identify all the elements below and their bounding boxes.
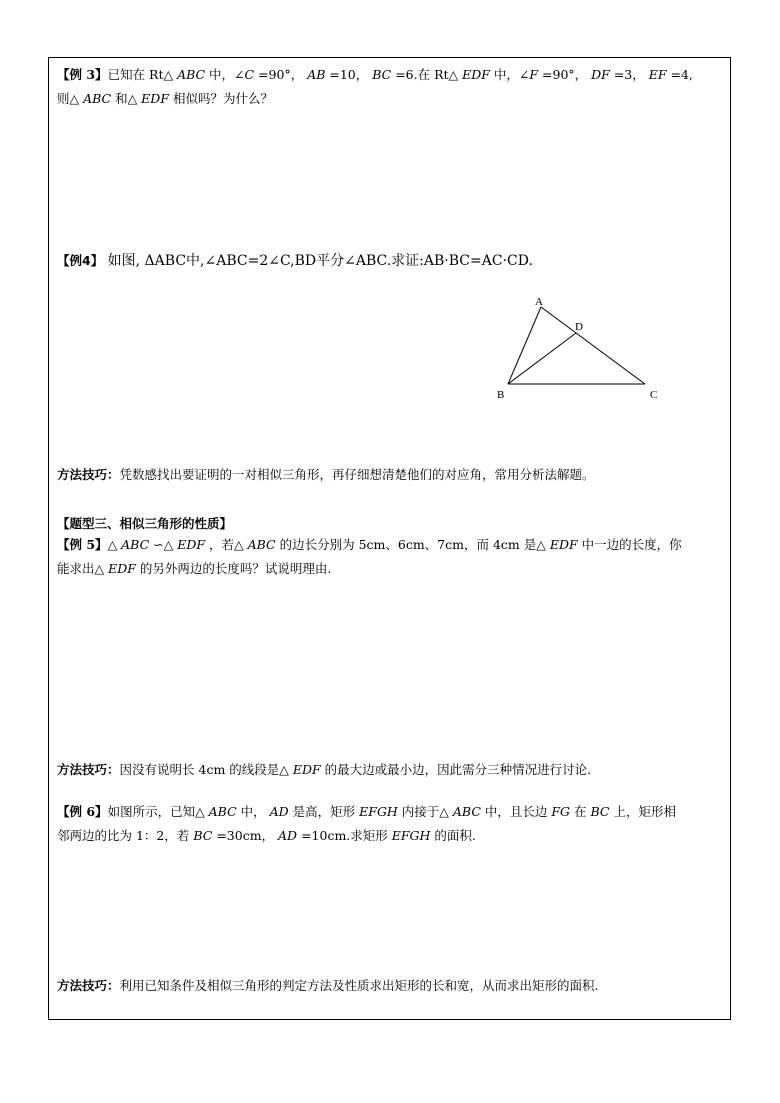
- example-3-line-1: [57, 63, 722, 87]
- math: AD: [278, 828, 298, 843]
- math: ABC: [121, 537, 150, 552]
- math: EDF: [108, 561, 136, 576]
- example-4-label: 【例4】: [57, 253, 104, 268]
- example-3-line-2: [57, 87, 722, 111]
- text: 中，∠: [489, 67, 530, 82]
- method-tip-label: 方法技巧：: [57, 762, 120, 777]
- math: F: [529, 67, 539, 82]
- method-tip-3: [57, 974, 722, 998]
- math: EDF: [292, 762, 321, 777]
- text: =3，: [609, 67, 649, 82]
- text: 中，∠: [205, 67, 245, 82]
- text: 上，矩形相: [609, 804, 676, 819]
- text: =10，: [325, 67, 373, 82]
- vertex-label-d: D: [575, 321, 583, 333]
- example-4: [57, 249, 722, 273]
- text: =90°，: [254, 67, 308, 82]
- text: 的最大边或最小边，因此需分三种情况进行讨论.: [320, 762, 592, 777]
- text: ，若△: [205, 537, 248, 552]
- math: EDF: [141, 91, 169, 106]
- text: =90°，: [538, 67, 592, 82]
- math: AD: [269, 804, 289, 819]
- example-6-label: 【例 6】: [57, 804, 108, 819]
- vertex-label-b: B: [497, 389, 505, 401]
- section-title: 【题型三、相似三角形的性质】: [57, 516, 233, 531]
- text: 因没有说明长 4cm 的线段是△: [119, 762, 293, 777]
- text: 内接于△: [397, 804, 453, 819]
- text: 则△: [57, 91, 84, 106]
- math: ABC: [83, 91, 112, 106]
- math: EFGH: [391, 828, 431, 843]
- method-tip-1: [57, 463, 722, 487]
- text: =6.在 Rt△: [391, 67, 463, 82]
- text: △: [107, 537, 122, 552]
- method-tip-2: [57, 758, 722, 782]
- vertex-label-a: A: [535, 296, 543, 308]
- triangle-figure: [490, 292, 670, 404]
- text: 在: [570, 804, 591, 819]
- math: EFGH: [359, 804, 398, 819]
- math: BC: [193, 828, 213, 843]
- example-3: [57, 63, 722, 111]
- math: ABC: [452, 804, 481, 819]
- example-4-text: 如图, ΔABC中,∠ABC=2∠C,BD平分∠ABC.求证:AB·BC=AC·CD.: [103, 253, 533, 269]
- text: 能求出△: [57, 561, 109, 576]
- segment-bd: [508, 333, 576, 384]
- text: 邻两边的比为 1：2，若: [57, 828, 194, 843]
- example-3-label: 【例 3】: [57, 67, 108, 82]
- text: 相似吗？为什么？: [169, 91, 273, 106]
- example-5-label: 【例 5】: [57, 537, 108, 552]
- math: BC: [372, 67, 392, 82]
- vertex-label-c: C: [650, 389, 658, 401]
- text: 中，且长边: [480, 804, 552, 819]
- math: ABC: [247, 537, 276, 552]
- method-tip-text: 凭数感找出要证明的一对相似三角形，再仔细想清楚他们的对应角，常用分析法解题。: [119, 467, 595, 482]
- math: ABC: [208, 804, 237, 819]
- text: 如图所示，已知△: [107, 804, 209, 819]
- text: 是高，矩形: [288, 804, 360, 819]
- math: BC: [590, 804, 610, 819]
- example-6: [57, 800, 722, 848]
- example-5-line-1: [57, 533, 722, 557]
- math: EF: [648, 67, 667, 82]
- math: C: [244, 67, 255, 82]
- math: AB: [307, 67, 326, 82]
- method-tip-label: 方法技巧：: [57, 978, 120, 993]
- side-ab: [508, 307, 541, 384]
- text: 已知在 Rt△: [107, 67, 178, 82]
- example-5: [57, 533, 722, 581]
- text: 中，: [236, 804, 270, 819]
- text: 中一边的长度，你: [577, 537, 682, 552]
- text: 的边长分别为 5cm、6cm、7cm，而 4cm 是△: [275, 537, 550, 552]
- math: EDF: [177, 537, 206, 552]
- text: ∽△: [149, 537, 178, 552]
- math: FG: [551, 804, 571, 819]
- text: =4,: [666, 67, 693, 82]
- text: =10cm.求矩形: [297, 828, 392, 843]
- math: DF: [591, 67, 610, 82]
- text: =30cm，: [212, 828, 279, 843]
- method-tip-label: 方法技巧：: [57, 467, 120, 482]
- example-6-line-2: [57, 824, 722, 848]
- text: 和△: [111, 91, 142, 106]
- example-5-line-2: [57, 557, 722, 581]
- example-6-line-1: [57, 800, 722, 824]
- math: EDF: [462, 67, 490, 82]
- text: 的面积.: [430, 828, 476, 843]
- math: EDF: [549, 537, 578, 552]
- math: ABC: [177, 67, 206, 82]
- side-ac: [541, 307, 645, 384]
- text: 的另外两边的长度吗？试说明理由.: [135, 561, 332, 576]
- method-tip-text: 利用已知条件及相似三角形的判定方法及性质求出矩形的长和宽，从而求出矩形的面积.: [119, 978, 599, 993]
